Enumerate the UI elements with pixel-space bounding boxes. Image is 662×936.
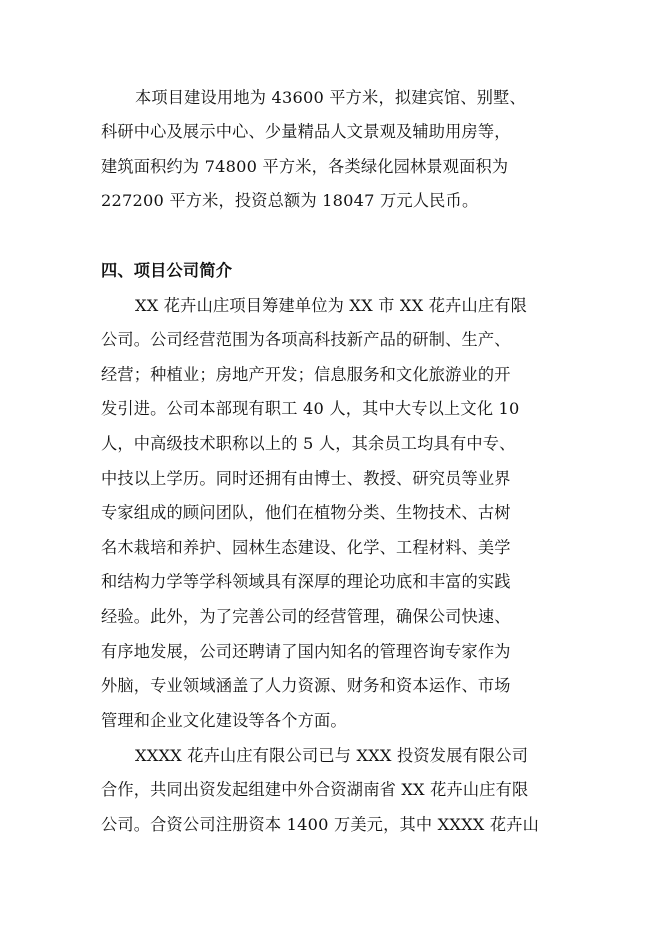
paragraph3-line: 公司。合资公司注册资本 1400 万美元，其中 XXXX 花卉山 — [101, 815, 540, 834]
paragraph2-line: 经营；种植业；房地产开发；信息服务和文化旅游业的开 — [101, 365, 511, 384]
paragraph2-line: 和结构力学等学科领域具有深厚的理论功底和丰富的实践 — [101, 572, 511, 591]
section-heading: 四、项目公司简介 — [101, 261, 233, 280]
paragraph2-line: 名木栽培和养护、园林生态建设、化学、工程材料、美学 — [101, 538, 511, 557]
paragraph3-line: XXXX 花卉山庄有限公司已与 XXX 投资发展有限公司 — [135, 746, 529, 765]
paragraph1-line: 建筑面积约为 74800 平方米，各类绿化园林景观面积为 — [101, 157, 509, 176]
paragraph1-line: 227200 平方米，投资总额为 18047 万元人民币。 — [101, 191, 479, 210]
paragraph1-line: 科研中心及展示中心、少量精品人文景观及辅助用房等， — [101, 122, 511, 141]
paragraph2-line: 专家组成的顾问团队，他们在植物分类、生物技术、古树 — [101, 503, 511, 522]
paragraph2-line: 管理和企业文化建设等各个方面。 — [101, 711, 347, 730]
paragraph3-line: 合作，共同出资发起组建中外合资湖南省 XX 花卉山庄有限 — [101, 780, 529, 799]
paragraph2-line: 人，中高级技术职称以上的 5 人，其余员工均具有中专、 — [101, 434, 516, 453]
paragraph2-line: 有序地发展，公司还聘请了国内知名的管理咨询专家作为 — [101, 642, 511, 661]
paragraph2-line: 外脑，专业领域涵盖了人力资源、财务和资本运作、市场 — [101, 676, 511, 695]
paragraph1-line: 本项目建设用地为 43600 平方米，拟建宾馆、别墅、 — [135, 88, 526, 107]
paragraph2-line: 公司。公司经营范围为各项高科技新产品的研制、生产、 — [101, 330, 511, 349]
paragraph2-line: 经验。此外，为了完善公司的经营管理，确保公司快速、 — [101, 607, 511, 626]
paragraph2-line: 中技以上学历。同时还拥有由博士、教授、研究员等业界 — [101, 469, 511, 488]
paragraph2-line: 发引进。公司本部现有职工 40 人，其中大专以上文化 10 — [101, 399, 520, 418]
paragraph2-line: XX 花卉山庄项目筹建单位为 XX 市 XX 花卉山庄有限 — [135, 296, 528, 315]
